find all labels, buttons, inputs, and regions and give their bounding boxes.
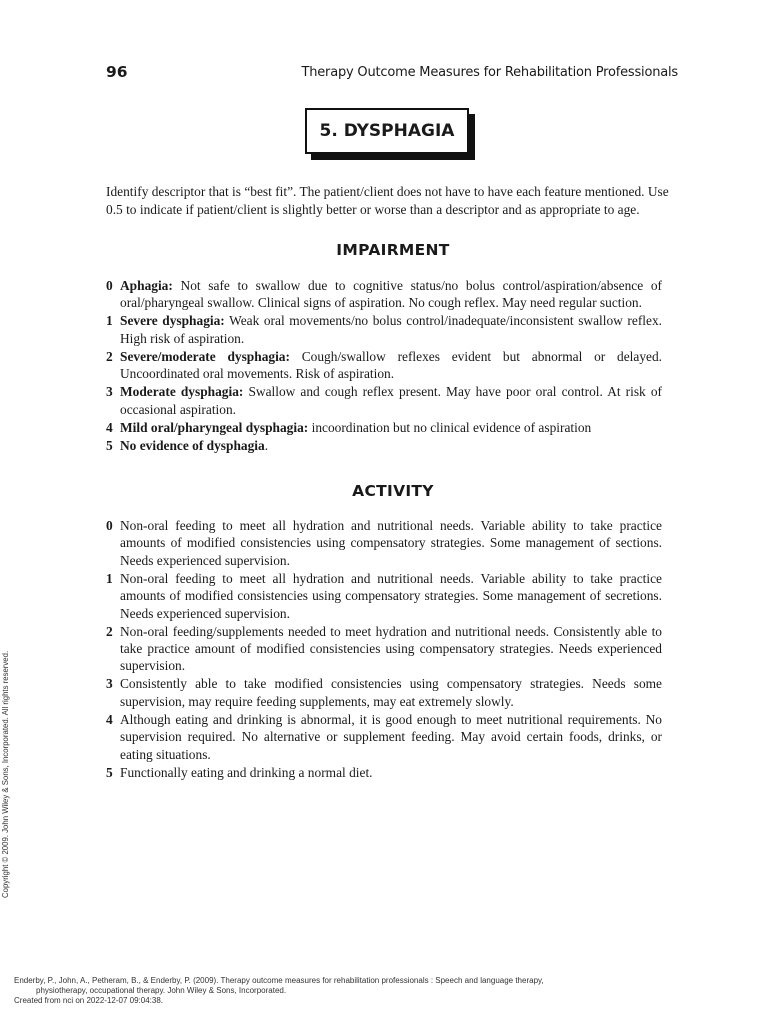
impairment-term: Aphagia: [120,278,173,293]
activity-description: Consistently able to take modified consistencies using compensatory strategies. Needs some supervision, may require feeding supplements, may eat extremely slowly. [120,676,662,709]
section-title-box [305,108,469,154]
activity-list [106,517,662,782]
activity-description: Non-oral feeding to meet all hydration and nutritional needs. Variable ability to take practice amounts of modified consistencies using compensatory strategies. Some management of sections. Needs experienced supervision. [120,518,662,568]
activity-heading: ACTIVITY [352,482,434,500]
created-line: Created from nci on 2022-12-07 09:04:38. [14,996,163,1005]
activity-item [106,570,662,622]
activity-description: Non-oral feeding to meet all hydration and nutritional needs. Variable ability to take practice amounts of modified consistencies using compensatory strategies. Some management of secretions. Needs experienced supervision. [120,570,662,621]
impairment-item [106,383,662,418]
impairment-item [106,348,662,383]
impairment-description: Cough/swallow reflexes evident but abnormal or delayed. Uncoordinated oral movements. Risk of aspiration. [120,348,662,382]
running-title: Therapy Outcome Measures for Rehabilitation Professionals [301,65,678,80]
impairment-term: Severe dysphagia: [120,313,225,329]
activity-score: 2 [106,623,113,639]
activity-score: 0 [106,518,113,533]
impairment-item [106,312,662,347]
impairment-description: Weak oral movements/no bolus control/inadequate/inconsistent swallow reflex. High risk of aspiration. [120,313,662,346]
impairment-description: . [264,437,269,453]
activity-description: Functionally eating and drinking a normal diet. [120,764,373,780]
side-copyright: Copyright © 2009. John Wiley & Sons, Incorporated. All rights reserved. [1,650,10,898]
impairment-description: Swallow and cough reflex present. May have poor oral control. At risk of occasional aspiration. [120,384,662,417]
citation-line-1: Enderby, P., John, A., Petheram, B., & Enderby, P. (2009). Therapy outcome measures for rehabilitation professionals : Speech and language therapy, [14,976,544,985]
activity-score: 4 [106,711,113,727]
impairment-item [106,277,662,312]
activity-item [106,623,662,675]
impairment-term: Mild oral/pharyngeal dysphagia: [120,419,309,435]
impairment-item [106,437,662,454]
impairment-term: Severe/moderate dysphagia: [120,348,290,364]
page-number: 96 [106,63,128,81]
impairment-term: Moderate dysphagia: [120,384,244,400]
activity-item [106,675,662,710]
citation-footer [14,976,544,1006]
impairment-term: No evidence of dysphagia [120,437,265,453]
impairment-list [106,277,662,455]
impairment-description: Not safe to swallow due to cognitive status/no bolus control/aspiration/absence of oral/pharyngeal swallow. Clinical signs of aspiration. No cough reflex. May need regular suction. [120,278,662,311]
activity-item [106,711,662,763]
citation-line-2: physiotherapy, occupational therapy. John Wiley & Sons, Incorporated. [36,986,287,995]
impairment-heading: IMPAIRMENT [336,241,450,259]
intro-paragraph: Identify descriptor that is “best fit”. The patient/client does not have to have each feature mentioned. Use 0.5 to indicate if patient/client is slightly better or worse than a descriptor and as appropriate to age. [106,184,669,217]
impairment-score: 0 [106,278,113,293]
impairment-score: 5 [106,437,113,453]
activity-item [106,517,662,569]
activity-description: Although eating and drinking is abnormal, it is good enough to meet nutritional requirements. No supervision required. No alternative or supplement feeding. May avoid certain foods, drinks, or eating situations. [120,711,662,762]
impairment-score: 3 [106,384,113,400]
activity-description: Non-oral feeding/supplements needed to meet hydration and nutritional needs. Consistently able to take practice amount of modified consistencies using compensatory strategies. Needs experienced supervision. [120,623,662,674]
impairment-description: incoordination but no clinical evidence of aspiration [308,419,592,435]
impairment-score: 4 [106,419,113,435]
activity-score: 5 [106,764,113,780]
section-title: 5. DYSPHAGIA [319,121,455,141]
impairment-item [106,419,662,436]
activity-score: 1 [106,570,113,586]
impairment-score: 1 [106,313,113,329]
activity-score: 3 [106,676,113,692]
activity-item [106,764,662,781]
impairment-score: 2 [106,348,113,364]
